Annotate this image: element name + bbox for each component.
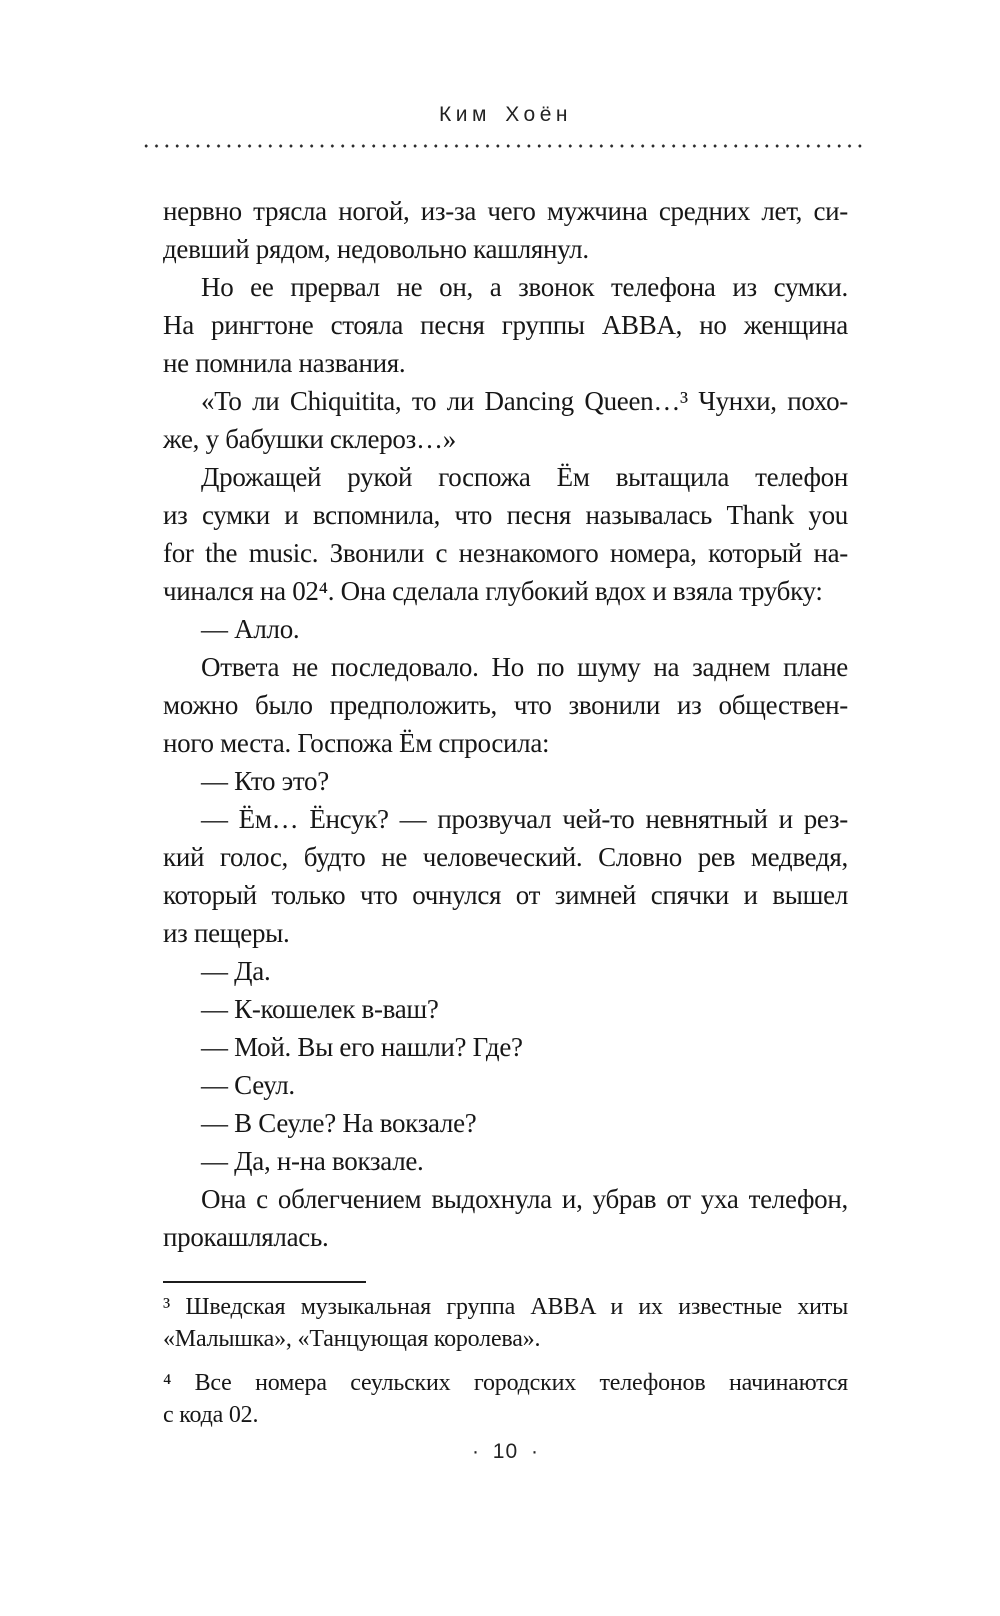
text-line: же, у бабушки склероз…»	[163, 424, 456, 454]
text-line: — Ём… Ёнсук? — прозвучал чей-то невнятный и рез-	[201, 804, 848, 834]
author-name: Ким Хоён	[439, 103, 572, 126]
footnote-line: ³ Шведская музыкальная группа ABBA и их известные хиты	[163, 1294, 848, 1320]
text-line: девший рядом, недовольно кашлянул.	[163, 234, 589, 264]
text-line: for the music. Звонили с незнакомого номера, который на-	[163, 538, 848, 568]
footnote-item	[163, 1291, 848, 1355]
text-line: — Да.	[201, 956, 271, 986]
text-line: — Сеул.	[201, 1070, 295, 1100]
page-number: · 10 ·	[471, 1440, 539, 1463]
text-line: — Да, н-на вокзале.	[201, 1146, 424, 1176]
text-line: — В Сеуле? На вокзале?	[201, 1108, 477, 1138]
footnote-line: с кода 02.	[163, 1402, 259, 1428]
text-line: На рингтоне стояла песня группы ABBA, но женщина	[163, 310, 848, 340]
text-line: Дрожащей рукой госпожа Ём вытащила телефон	[201, 462, 848, 492]
text-line: чинался на 02⁴. Она сделала глубокий вдох и взяла трубку:	[163, 576, 823, 606]
text-line: — К-кошелек в-ваш?	[201, 994, 439, 1024]
text-line: из сумки и вспомнила, что песня называлась Thank you	[163, 500, 848, 530]
footnote-line: ⁴ Все номера сеульских городских телефонов начинаются	[163, 1370, 848, 1396]
text-line: ного места. Госпожа Ём спросила:	[163, 728, 550, 758]
text-line: кий голос, будто не человеческий. Словно рев медведя,	[163, 842, 848, 872]
text-line: который только что очнулся от зимней спячки и вышел	[163, 880, 848, 910]
text-line: — Алло.	[201, 614, 300, 644]
footnote-item	[163, 1367, 848, 1431]
text-line: Ответа не последовало. Но по шуму на заднем плане	[201, 652, 848, 682]
text-line: из пещеры.	[163, 918, 290, 948]
text-line: «То ли Chiquitita, то ли Dancing Queen…³ Чунхи, похо-	[201, 386, 848, 416]
text-line: — Кто это?	[201, 766, 329, 796]
footnote-line: «Малышка», «Танцующая королева».	[163, 1326, 541, 1352]
body-text	[163, 192, 848, 1256]
text-line: нервно трясла ногой, из-за чего мужчина средних лет, си-	[163, 196, 848, 226]
text-line: можно было предположить, что звонили из обществен-	[163, 690, 848, 720]
footnotes-section	[163, 1291, 848, 1431]
dotted-divider	[141, 143, 863, 149]
text-line: Она с облегчением выдохнула и, убрав от уха телефон,	[201, 1184, 848, 1214]
running-header	[163, 103, 848, 127]
footnote-separator	[163, 1281, 366, 1283]
text-line: — Мой. Вы его нашли? Где?	[201, 1032, 523, 1062]
text-line: не помнила названия.	[163, 348, 406, 378]
text-line: прокашлялась.	[163, 1222, 329, 1252]
text-line: Но ее прервал не он, а звонок телефона из сумки.	[201, 272, 848, 302]
